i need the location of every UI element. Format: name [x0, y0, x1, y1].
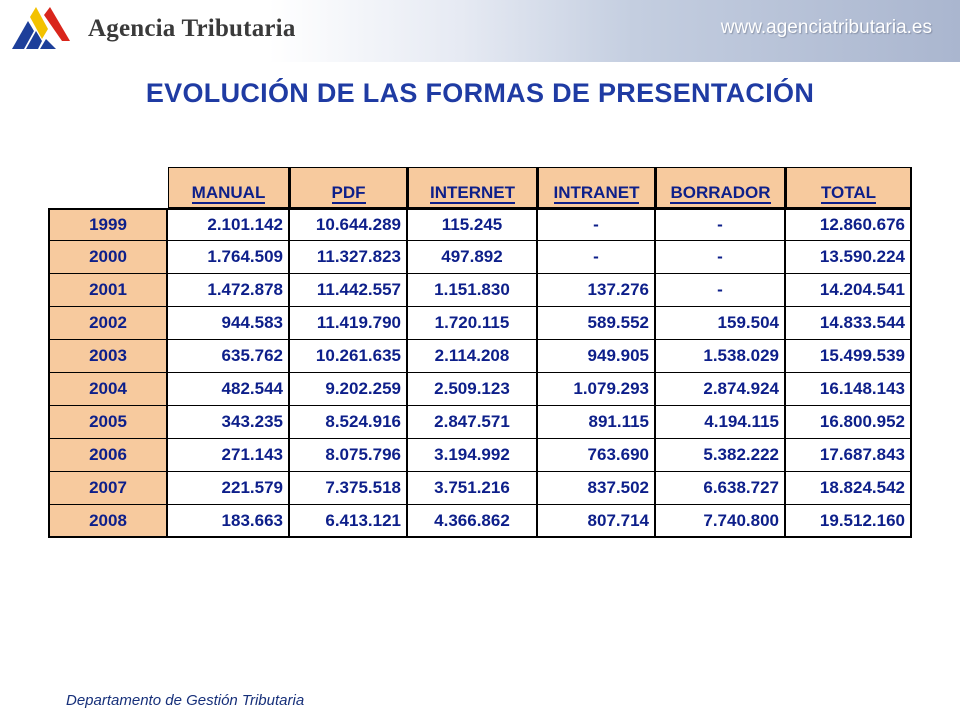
cell-intranet: 763.690: [538, 439, 656, 472]
cell-total: 13.590.224: [786, 241, 912, 274]
column-header-borrador: [656, 167, 786, 208]
row-year-cell: 2002: [48, 307, 168, 340]
column-header-label: TOTAL: [820, 183, 877, 202]
cell-manual: 1.472.878: [168, 274, 290, 307]
cell-pdf: 10.644.289: [290, 208, 408, 241]
cell-internet: 115.245: [408, 208, 538, 241]
column-header-total: [786, 167, 912, 208]
cell-manual: 271.143: [168, 439, 290, 472]
cell-borrador: 6.638.727: [656, 472, 786, 505]
cell-total: 19.512.160: [786, 505, 912, 538]
row-year-cell: 2000: [48, 241, 168, 274]
column-header-label: PDF: [331, 183, 366, 202]
row-year-cell: 2003: [48, 340, 168, 373]
column-header-label: INTERNET: [430, 183, 515, 202]
cell-pdf: 6.413.121: [290, 505, 408, 538]
cell-intranet: 137.276: [538, 274, 656, 307]
cell-pdf: 7.375.518: [290, 472, 408, 505]
row-year-cell: 2004: [48, 373, 168, 406]
cell-manual: 1.764.509: [168, 241, 290, 274]
footer-department: Departamento de Gestión Tributaria: [66, 692, 305, 709]
cell-manual: 343.235: [168, 406, 290, 439]
table-row: [48, 439, 912, 472]
cell-total: 14.204.541: [786, 274, 912, 307]
cell-intranet: 1.079.293: [538, 373, 656, 406]
agencia-tributaria-logo-icon: [10, 7, 72, 53]
website-url: www.agenciatributaria.es: [720, 17, 932, 38]
cell-manual: 183.663: [168, 505, 290, 538]
cell-total: 16.148.143: [786, 373, 912, 406]
cell-borrador: 1.538.029: [656, 340, 786, 373]
cell-intranet: 949.905: [538, 340, 656, 373]
cell-intranet: -: [538, 241, 656, 274]
presentation-forms-table: [48, 167, 912, 538]
row-year-cell: 1999: [48, 208, 168, 241]
cell-manual: 482.544: [168, 373, 290, 406]
cell-manual: 2.101.142: [168, 208, 290, 241]
cell-total: 17.687.843: [786, 439, 912, 472]
table-row: [48, 472, 912, 505]
cell-total: 15.499.539: [786, 340, 912, 373]
cell-borrador: 7.740.800: [656, 505, 786, 538]
cell-internet: 1.151.830: [408, 274, 538, 307]
column-header-label: INTRANET: [553, 183, 640, 202]
cell-pdf: 11.419.790: [290, 307, 408, 340]
cell-borrador: 2.874.924: [656, 373, 786, 406]
cell-internet: 497.892: [408, 241, 538, 274]
cell-total: 12.860.676: [786, 208, 912, 241]
cell-borrador: -: [656, 241, 786, 274]
cell-internet: 2.509.123: [408, 373, 538, 406]
column-header-intranet: [538, 167, 656, 208]
cell-internet: 3.194.992: [408, 439, 538, 472]
cell-manual: 221.579: [168, 472, 290, 505]
cell-borrador: 159.504: [656, 307, 786, 340]
cell-total: 18.824.542: [786, 472, 912, 505]
table-row: [48, 241, 912, 274]
table-row: [48, 340, 912, 373]
cell-intranet: 891.115: [538, 406, 656, 439]
column-header-label: MANUAL: [191, 183, 266, 202]
cell-intranet: 807.714: [538, 505, 656, 538]
cell-pdf: 9.202.259: [290, 373, 408, 406]
table-corner: [48, 167, 168, 208]
table-row: [48, 274, 912, 307]
table-row: [48, 406, 912, 439]
column-header-pdf: [290, 167, 408, 208]
row-year-cell: 2008: [48, 505, 168, 538]
table-header-row: [48, 167, 912, 208]
cell-borrador: 4.194.115: [656, 406, 786, 439]
cell-pdf: 10.261.635: [290, 340, 408, 373]
cell-borrador: -: [656, 208, 786, 241]
cell-total: 14.833.544: [786, 307, 912, 340]
cell-intranet: 589.552: [538, 307, 656, 340]
table-row: [48, 373, 912, 406]
cell-pdf: 8.524.916: [290, 406, 408, 439]
row-year-cell: 2007: [48, 472, 168, 505]
row-year-cell: 2001: [48, 274, 168, 307]
row-year-cell: 2005: [48, 406, 168, 439]
cell-manual: 944.583: [168, 307, 290, 340]
row-year-cell: 2006: [48, 439, 168, 472]
cell-internet: 3.751.216: [408, 472, 538, 505]
column-header-label: BORRADOR: [670, 183, 771, 202]
cell-pdf: 11.327.823: [290, 241, 408, 274]
cell-pdf: 8.075.796: [290, 439, 408, 472]
cell-total: 16.800.952: [786, 406, 912, 439]
cell-intranet: 837.502: [538, 472, 656, 505]
page-title: EVOLUCIÓN DE LAS FORMAS DE PRESENTACIÓN: [145, 78, 815, 108]
cell-internet: 1.720.115: [408, 307, 538, 340]
column-header-manual: [168, 167, 290, 208]
table-row: [48, 208, 912, 241]
cell-manual: 635.762: [168, 340, 290, 373]
table-row: [48, 505, 912, 538]
cell-internet: 2.847.571: [408, 406, 538, 439]
cell-borrador: -: [656, 274, 786, 307]
column-header-internet: [408, 167, 538, 208]
cell-pdf: 11.442.557: [290, 274, 408, 307]
table-row: [48, 307, 912, 340]
cell-internet: 4.366.862: [408, 505, 538, 538]
brand-name: Agencia Tributaria: [88, 15, 296, 42]
cell-intranet: -: [538, 208, 656, 241]
cell-borrador: 5.382.222: [656, 439, 786, 472]
cell-internet: 2.114.208: [408, 340, 538, 373]
